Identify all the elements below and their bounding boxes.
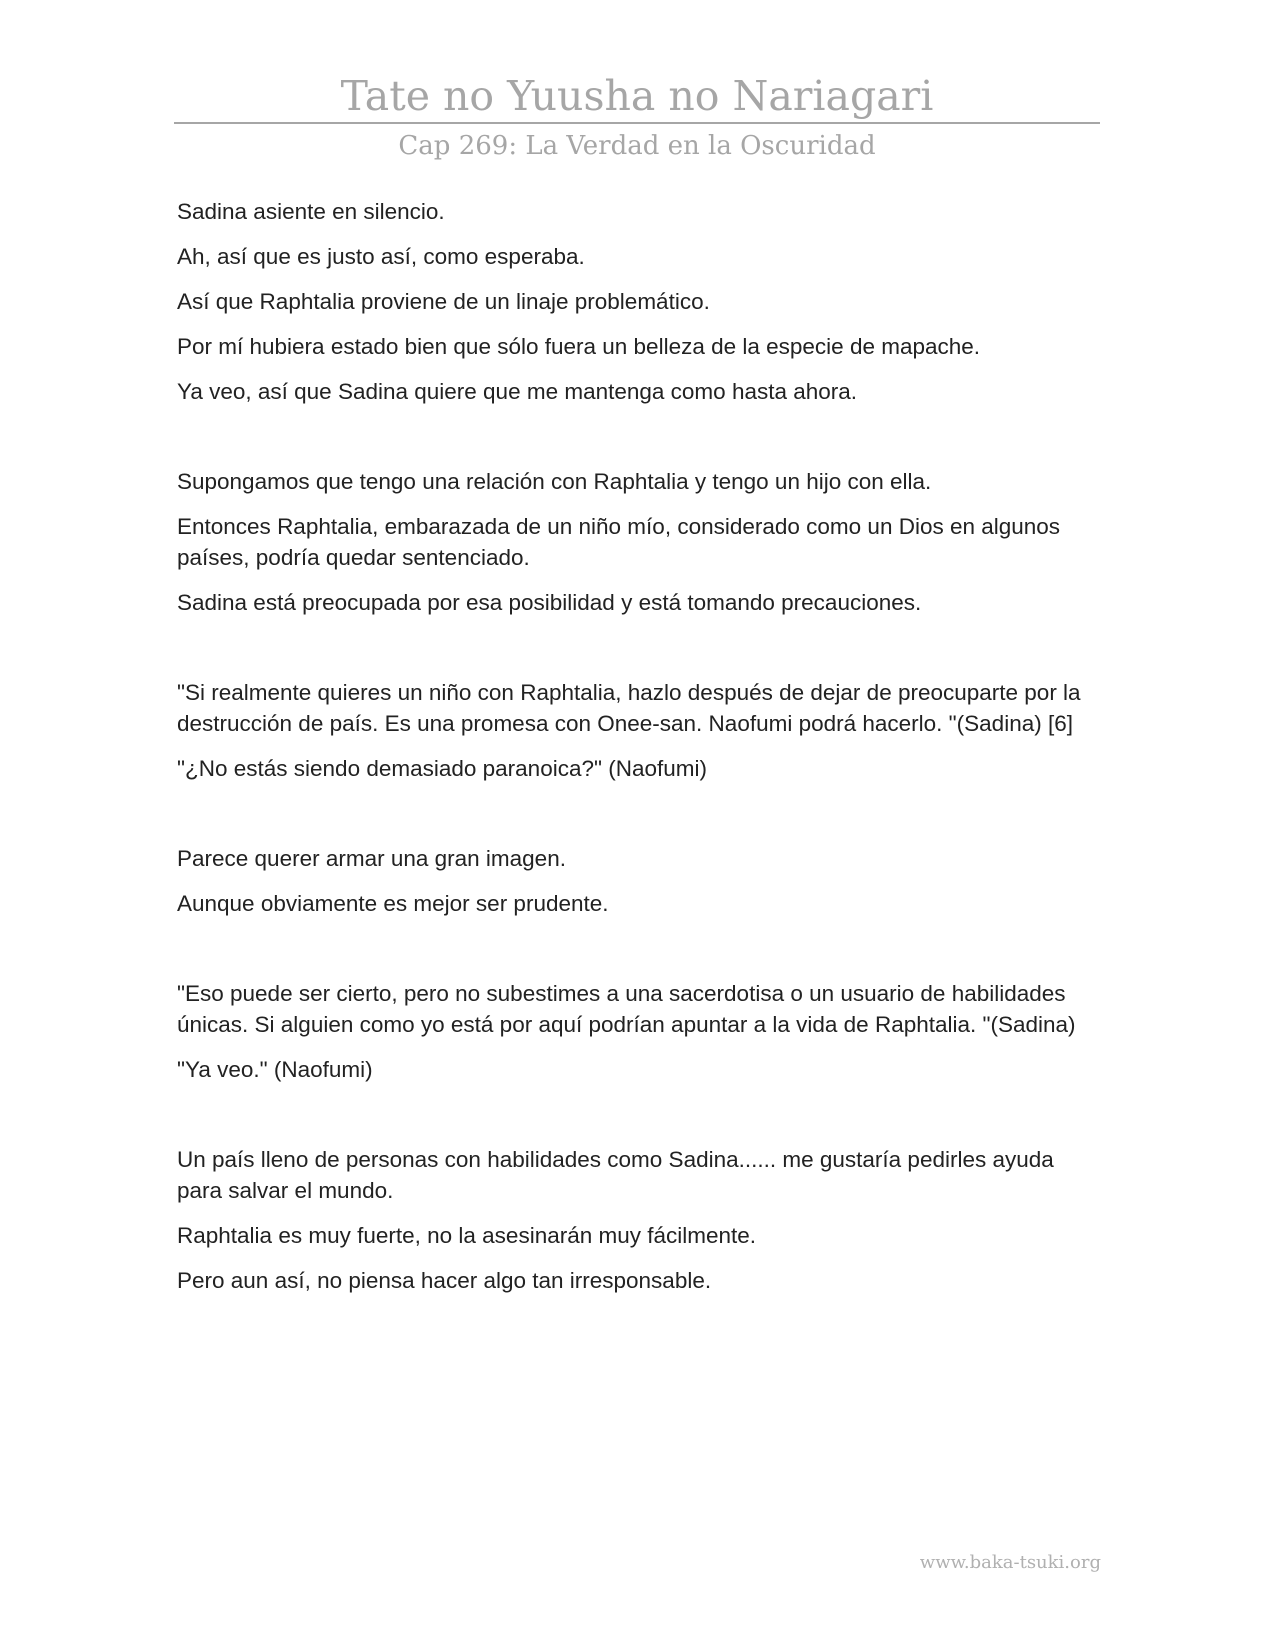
footer-site-link[interactable]: www.baka-tsuki.org [919,1552,1101,1573]
paragraph: Raphtalia es muy fuerte, no la asesinarán muy fácilmente. [177,1223,757,1248]
paragraph: Supongamos que tengo una relación con Raphtalia y tengo un hijo con ella. [177,469,932,494]
paragraph: "Si realmente quieres un niño con Raphtalia, hazlo después de dejar de preocuparte por la destrucción de país. Es una promesa con Onee-san. Naofumi podrá hacerlo. "(Sadina) [6] [177,680,1081,736]
page-title: Tate no Yuusha no Nariagari [340,72,934,120]
paragraph: "¿No estás siendo demasiado paranoica?" (Naofumi) [177,756,707,781]
paragraph: Así que Raphtalia proviene de un linaje problemático. [177,289,710,314]
paragraph: Sadina asiente en silencio. [177,199,445,224]
paragraph: "Ya veo." (Naofumi) [177,1057,373,1082]
page-header [174,70,1100,164]
paragraph: Pero aun así, no piensa hacer algo tan irresponsable. [177,1268,712,1293]
header-divider [174,122,1100,124]
paragraph: Aunque obviamente es mejor ser prudente. [177,891,609,916]
paragraph: Ah, así que es justo así, como esperaba. [177,244,585,269]
paragraph: Sadina está preocupada por esa posibilidad y está tomando precauciones. [177,590,922,615]
paragraph: Un país lleno de personas con habilidades como Sadina...... me gustaría pedirles ayuda para salvar el mundo. [177,1147,1054,1203]
paragraph: Entonces Raphtalia, embarazada de un niño mío, considerado como un Dios en algunos países, podría quedar sentenciado. [177,514,1061,570]
paragraph: Parece querer armar una gran imagen. [177,846,566,871]
paragraph: Por mí hubiera estado bien que sólo fuera un belleza de la especie de mapache. [177,334,981,359]
paragraph: Ya veo, así que Sadina quiere que me mantenga como hasta ahora. [177,379,858,404]
chapter-subtitle: Cap 269: La Verdad en la Oscuridad [398,131,876,161]
page-body [177,196,1097,1296]
paragraph: "Eso puede ser cierto, pero no subestimes a una sacerdotisa o un usuario de habilidades únicas. Si alguien como yo está por aquí podrían apuntar a la vida de Raphtalia. "(Sadina) [177,981,1076,1037]
